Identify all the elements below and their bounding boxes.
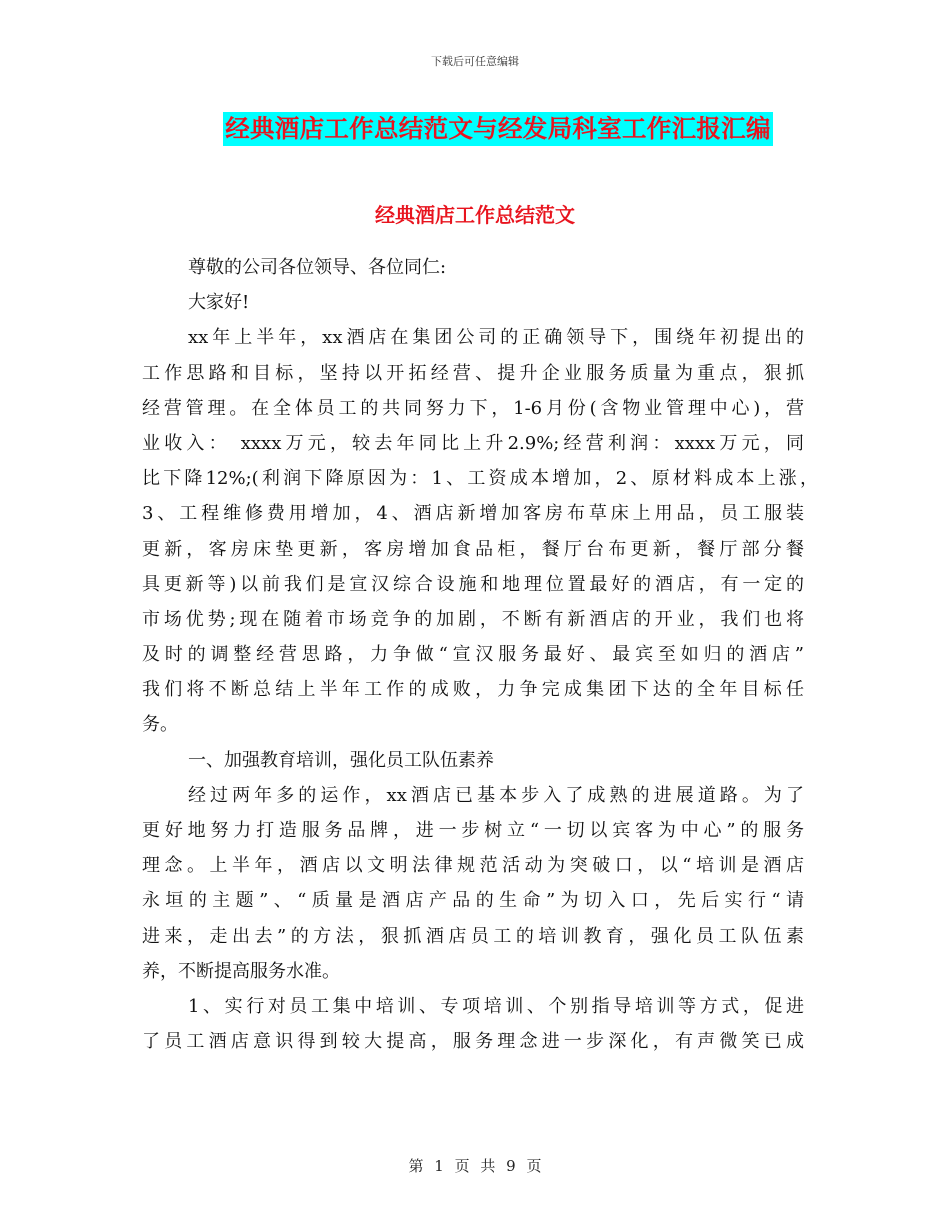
paragraph-line: 更新，客房床垫更新，客房增加食品柜，餐厅台布更新，餐厅部分餐 — [142, 538, 804, 560]
paragraph-line: 进来，走出去”的方法，狠抓酒店员工的培训教育，强化员工队伍素 — [142, 925, 804, 947]
paragraph-line: 养，不断提高服务水准。 — [142, 960, 340, 982]
paragraph-line: 尊敬的公司各位领导、各位同仁: — [188, 257, 447, 278]
paragraph-line: 业收入： xxxx万元，较去年同比上升2.9%;经营利润：xxxx万元，同 — [142, 432, 804, 454]
main-title-wrap — [0, 112, 950, 146]
paragraph-line: 了员工酒店意识得到较大提高，服务理念进一步深化，有声微笑已成 — [142, 1031, 804, 1053]
paragraph-line: 比下降12%;(利润下降原因为：1、工资成本增加，2、原材料成本上涨， — [142, 468, 818, 490]
paragraph-line: 理念。上半年，酒店以文明法律规范活动为突破口，以“培训是酒店 — [142, 855, 804, 877]
paragraph-line: 经营管理。在全体员工的共同努力下，1-6月份(含物业管理中心)，营 — [142, 397, 804, 419]
main-title: 经典酒店工作总结范文与经发局科室工作汇报汇编 — [223, 112, 773, 146]
section-heading: 一、加强教育培训，强化员工队伍素养 — [188, 749, 494, 771]
header-note: 下载后可任意编辑 — [431, 55, 519, 68]
page-footer: 第 1 页 共 9 页 — [408, 1157, 542, 1175]
paragraph-line: xx年上半年，xx酒店在集团公司的正确领导下，围绕年初提出的 — [188, 327, 804, 349]
paragraph-line: 1、实行对员工集中培训、专项培训、个别指导培训等方式，促进 — [188, 995, 804, 1017]
paragraph-line: 及时的调整经营思路，力争做“宣汉服务最好、最宾至如归的酒店” — [142, 644, 804, 666]
paragraph-line: 务。 — [142, 714, 178, 736]
paragraph-line: 具更新等)以前我们是宣汉综合设施和地理位置最好的酒店，有一定的 — [142, 573, 804, 595]
paragraph-line: 市场优势;现在随着市场竞争的加剧，不断有新酒店的开业，我们也将 — [142, 608, 804, 630]
paragraph-line: 永垣的主题”、“质量是酒店产品的生命”为切入口，先后实行“请 — [142, 890, 804, 912]
sub-title: 经典酒店工作总结范文 — [375, 203, 575, 227]
paragraph-line: 我们将不断总结上半年工作的成败，力争完成集团下达的全年目标任 — [142, 679, 804, 701]
paragraph-line: 大家好! — [188, 292, 250, 314]
body-text — [142, 250, 822, 1059]
paragraph-line: 工作思路和目标，坚持以开拓经营、提升企业服务质量为重点，狠抓 — [142, 362, 804, 384]
paragraph-line: 更好地努力打造服务品牌，进一步树立“一切以宾客为中心”的服务 — [142, 820, 804, 841]
paragraph-line: 3、工程维修费用增加，4、酒店新增加客房布草床上用品，员工服装 — [142, 503, 804, 525]
paragraph-line: 经过两年多的运作，xx酒店已基本步入了成熟的进展道路。为了 — [188, 784, 804, 806]
